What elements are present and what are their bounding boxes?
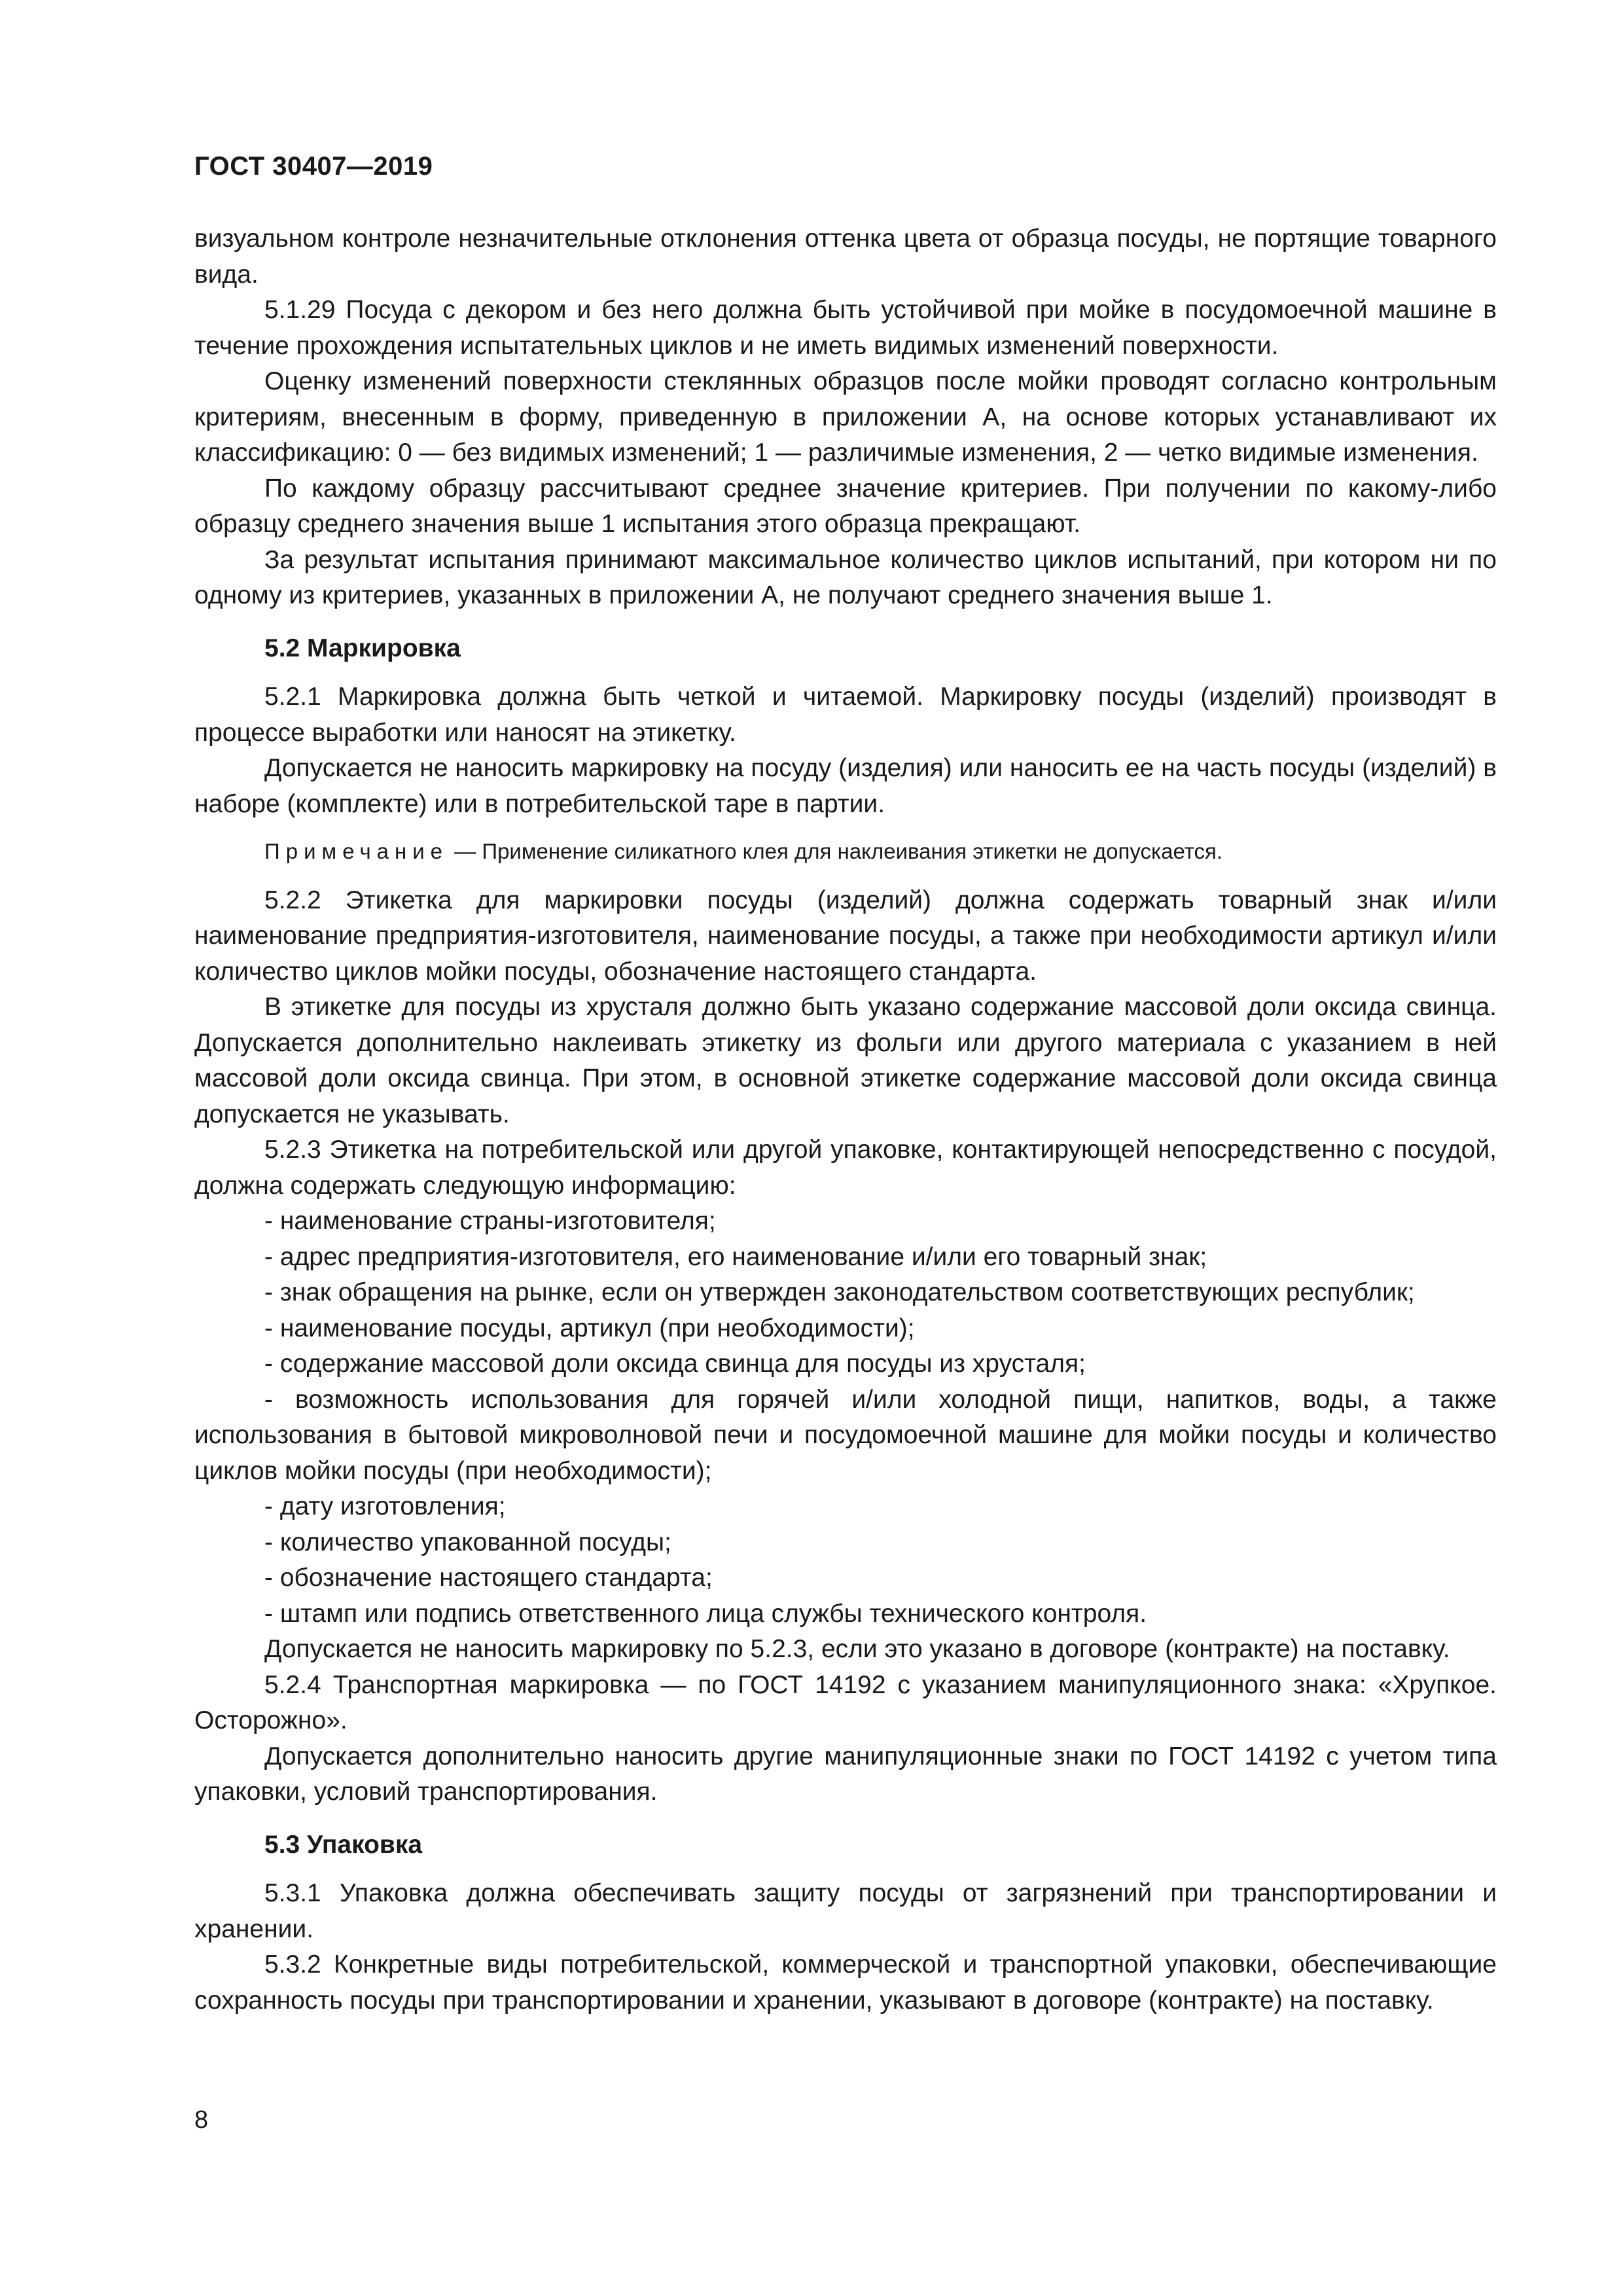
paragraph: 5.2.4 Транспортная маркировка — по ГОСТ 14192 с указанием манипуляционного знака: «Хрупкое. Осторожно».: [194, 1670, 1497, 1734]
paragraph: По каждому образцу рассчитывают среднее значение критериев. При получении по какому-либо образцу среднего значения выше 1 испытания этого образца прекращают.: [194, 474, 1497, 538]
list-item: - штамп или подпись ответственного лица службы технического контроля.: [264, 1599, 1147, 1628]
paragraph: 5.1.29 Посуда с декором и без него должна быть устойчивой при мойке в посудомоечной машине в течение прохождения испытательных циклов и не иметь видимых изменений поверхности.: [194, 296, 1497, 360]
note-label: Примечание: [264, 839, 449, 863]
document-body: [194, 221, 1497, 2018]
list-item: - возможность использования для горячей и/или холодной пищи, напитков, воды, а также использования в бытовой микроволновой печи и посудомоечной машине для мойки посуды и количество циклов мойки посуды (при необходимости);: [194, 1385, 1497, 1485]
list-item: - наименование страны-изготовителя;: [264, 1207, 716, 1235]
paragraph: 5.2.2 Этикетка для маркировки посуды (изделий) должна содержать товарный знак и/или наименование предприятия-изготовителя, наименование посуды, а также при необходимости артикул и/или количество циклов мойки посуды, обозначение настоящего стандарта.: [194, 886, 1497, 986]
list-item: - содержание массовой доли оксида свинца для посуды из хрусталя;: [264, 1350, 1086, 1378]
list-item: - наименование посуды, артикул (при необходимости);: [264, 1314, 915, 1342]
paragraph: визуальном контроле незначительные отклонения оттенка цвета от образца посуды, не портящие товарного вида.: [194, 224, 1497, 289]
list-item: - обозначение настоящего стандарта;: [264, 1564, 713, 1592]
list-item: - количество упакованной посуды;: [264, 1528, 671, 1556]
section-heading-5-2: 5.2 Маркировка: [264, 634, 461, 662]
paragraph: В этикетке для посуды из хрусталя должно быть указано содержание массовой доли оксида свинца. Допускается дополнительно наклеивать этикетку из фольги или другого материала с указанием в ней массовой доли оксида свинца. При этом, в основной этикетке содержание массовой доли оксида свинца допускается не указывать.: [194, 993, 1497, 1128]
list-item: - дату изготовления;: [264, 1492, 506, 1520]
paragraph: 5.2.1 Маркировка должна быть четкой и читаемой. Маркировку посуды (изделий) производят в процессе выработки или наносят на этикетку.: [194, 683, 1497, 747]
section-heading-5-3: 5.3 Упаковка: [264, 1830, 423, 1859]
paragraph: 5.3.1 Упаковка должна обеспечивать защиту посуды от загрязнений при транспортировании и хранении.: [194, 1879, 1497, 1943]
paragraph: Допускается не наносить маркировку на посуду (изделия) или наносить ее на часть посуды (изделий) в наборе (комплекте) или в потребительской таре в партии.: [194, 754, 1497, 818]
note-text: — Применение силикатного клея для наклеивания этикетки не допускается.: [448, 839, 1223, 863]
page-number: 8: [194, 2106, 209, 2134]
paragraph: 5.2.3 Этикетка на потребительской или другой упаковке, контактирующей непосредственно с посудой, должна содержать следующую информацию:: [194, 1136, 1497, 1200]
note: [194, 834, 1497, 870]
list-item: - знак обращения на рынке, если он утвержден законодательством соответствующих республик;: [264, 1278, 1415, 1306]
paragraph: Допускается дополнительно наносить другие манипуляционные знаки по ГОСТ 14192 с учетом типа упаковки, условий транспортирования.: [194, 1742, 1497, 1806]
paragraph: За результат испытания принимают максимальное количество циклов испытаний, при котором ни по одному из критериев, указанных в приложении А, не получают среднего значения выше 1.: [194, 545, 1497, 609]
document-header: ГОСТ 30407—2019: [194, 152, 433, 181]
paragraph: Допускается не наносить маркировку по 5.2.3, если это указано в договоре (контракте) на поставку.: [264, 1635, 1450, 1663]
paragraph: 5.3.2 Конкретные виды потребительской, коммерческой и транспортной упаковки, обеспечивающие сохранность посуды при транспортировании и хранении, указывают в договоре (контракте) на поставку.: [194, 1950, 1497, 2015]
list-item: - адрес предприятия-изготовителя, его наименование и/или его товарный знак;: [264, 1242, 1207, 1271]
paragraph: Оценку изменений поверхности стеклянных образцов после мойки проводят согласно контрольным критериям, внесенным в форму, приведенную в приложении А, на основе которых устанавливают их классификацию: 0 — без видимых изменений; 1 — различимые изменения, 2 — четко видимые изменения.: [194, 367, 1497, 467]
